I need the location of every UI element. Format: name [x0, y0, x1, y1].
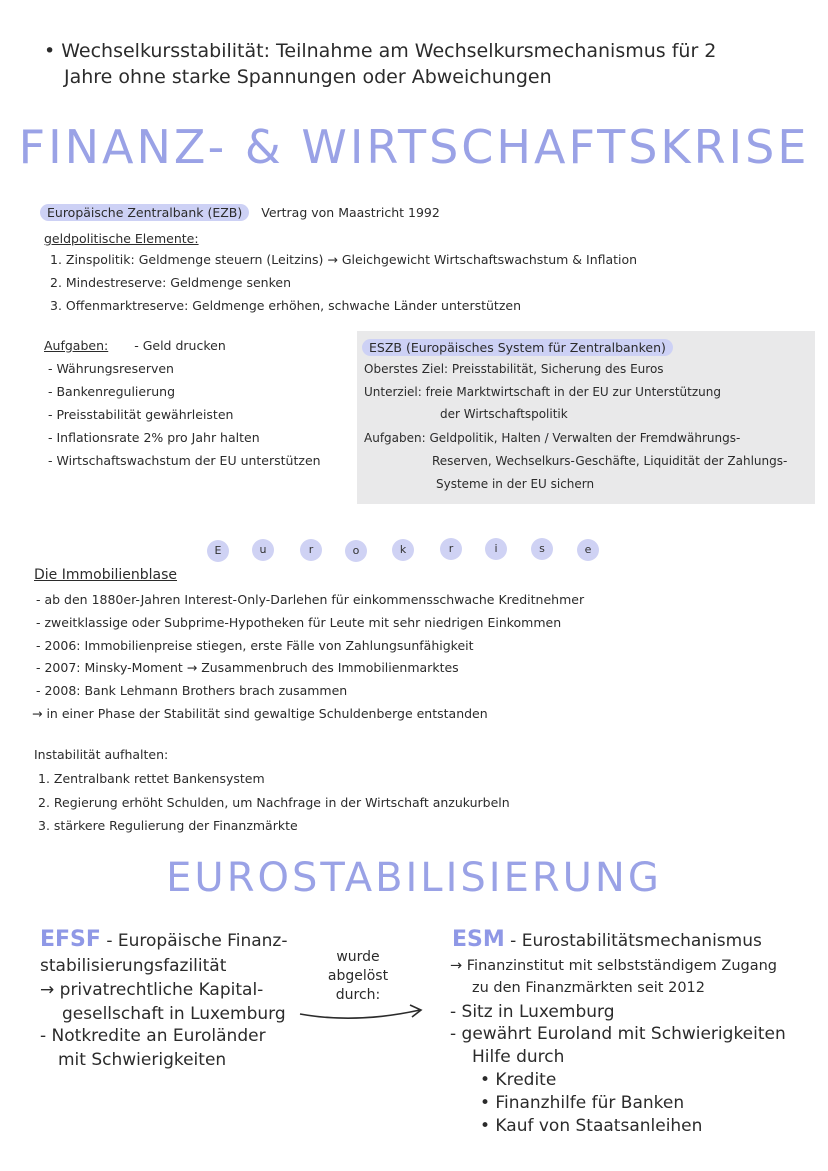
efsf-line: - Europäische Finanz-: [106, 931, 288, 951]
eurokrise-letter: r: [300, 539, 322, 561]
aufgaben-item: - Wirtschaftswachstum der EU unterstützen: [48, 453, 321, 468]
esm-line: → Finanzinstitut mit selbstständigem Zugang: [450, 958, 778, 974]
esm-line: - Sitz in Luxemburg: [450, 1002, 615, 1022]
eurokrise-letter: k: [392, 539, 414, 561]
efsf-line: mit Schwierigkeiten: [58, 1050, 227, 1070]
aufgaben-item: - Inflationsrate 2% pro Jahr halten: [48, 430, 260, 445]
ezb-label: Europäische Zentralbank (EZB): [40, 204, 249, 221]
eszb-line: der Wirtschaftspolitik: [440, 407, 568, 421]
esm-line: zu den Finanzmärkten seit 2012: [472, 980, 705, 996]
intro-line-1: • Wechselkursstabilität: Teilnahme am Wechselkursmechanismus für 2: [44, 40, 717, 62]
arrow-text: durch:: [335, 987, 381, 1003]
eszb-line: Systeme in der EU sichern: [436, 477, 595, 491]
efsf-line: → privatrechtliche Kapital-: [40, 980, 264, 1000]
aufgaben-item: - Währungsreserven: [48, 361, 174, 376]
intro-line-2: Jahre ohne starke Spannungen oder Abweichungen: [64, 66, 552, 88]
eszb-label: ESZB (Europäisches System für Zentralbanken): [362, 339, 673, 356]
esm-line: • Kauf von Staatsanleihen: [480, 1116, 703, 1136]
ezb-vertrag: Vertrag von Maastricht 1992: [261, 205, 440, 220]
immobilien-heading: Die Immobilienblase: [34, 567, 178, 583]
eurokrise-letter: o: [345, 540, 367, 562]
aufgaben-heading: Aufgaben:: [44, 338, 109, 353]
arrow-right-icon: [296, 1000, 428, 1026]
efsf-line: - Notkredite an Euroländer: [40, 1026, 266, 1046]
instabilitaet-item: 3. stärkere Regulierung der Finanzmärkte: [38, 818, 298, 833]
page-title-eurostabilisierung: EUROSTABILISIERUNG: [166, 855, 662, 901]
aufgaben-item: - Geld drucken: [134, 338, 226, 353]
elemente-item: 2. Mindestreserve: Geldmenge senken: [50, 275, 291, 290]
eszb-line: Unterziel: freie Marktwirtschaft in der EU zur Unterstützung: [364, 385, 721, 399]
immobilien-item: - ab den 1880er-Jahren Interest-Only-Darlehen für einkommensschwache Kreditnehmer: [36, 592, 585, 607]
aufgaben-item: - Preisstabilität gewährleisten: [48, 407, 234, 422]
arrow-text: wurde: [336, 949, 380, 965]
immobilien-item: - 2007: Minsky-Moment → Zusammenbruch des Immobilienmarktes: [36, 660, 459, 675]
eszb-line: Oberstes Ziel: Preisstabilität, Sicherung des Euros: [364, 362, 664, 376]
eszb-line: Reserven, Wechselkurs-Geschäfte, Liquidität der Zahlungs-: [432, 454, 788, 468]
eurokrise-letter: e: [577, 539, 599, 561]
eurokrise-letter: r: [440, 538, 462, 560]
elemente-item: 1. Zinspolitik: Geldmenge steuern (Leitzins) → Gleichgewicht Wirtschaftswachstum & Inflation: [50, 252, 638, 267]
esm-line: Hilfe durch: [472, 1047, 565, 1067]
efsf-line: stabilisierungsfazilität: [40, 956, 227, 976]
esm-line: • Kredite: [480, 1070, 557, 1090]
eurokrise-letter: i: [485, 538, 507, 560]
esm-line: • Finanzhilfe für Banken: [480, 1093, 685, 1113]
eurokrise-letter: u: [252, 539, 274, 561]
immobilien-item: - 2006: Immobilienpreise stiegen, erste Fälle von Zahlungsunfähigkeit: [36, 638, 474, 653]
elemente-heading: geldpolitische Elemente:: [44, 231, 199, 246]
immobilien-item: → in einer Phase der Stabilität sind gewaltige Schuldenberge entstanden: [32, 706, 488, 721]
eurokrise-letter: s: [531, 538, 553, 560]
esm-line: - Eurostabilitätsmechanismus: [510, 931, 762, 951]
instabilitaet-heading: Instabilität aufhalten:: [34, 747, 169, 762]
immobilien-item: - zweitklassige oder Subprime-Hypotheken für Leute mit sehr niedrigen Einkommen: [36, 615, 562, 630]
arrow-text: abgelöst: [327, 968, 389, 984]
page-title-finanzkrise: FINANZ- & WIRTSCHAFTSKRISE: [18, 120, 810, 174]
esm-line: - gewährt Euroland mit Schwierigkeiten: [450, 1024, 786, 1044]
efsf-abbr: EFSF: [40, 927, 101, 952]
aufgaben-item: - Bankenregulierung: [48, 384, 176, 399]
eurokrise-letter: E: [207, 540, 229, 562]
efsf-line: gesellschaft in Luxemburg: [62, 1004, 286, 1024]
elemente-item: 3. Offenmarktreserve: Geldmenge erhöhen, schwache Länder unterstützen: [50, 298, 522, 313]
instabilitaet-item: 2. Regierung erhöht Schulden, um Nachfrage in der Wirtschaft anzukurbeln: [38, 795, 510, 810]
eszb-line: Aufgaben: Geldpolitik, Halten / Verwalten der Fremdwährungs-: [364, 431, 741, 445]
esm-abbr: ESM: [452, 927, 505, 952]
immobilien-item: - 2008: Bank Lehmann Brothers brach zusammen: [36, 683, 348, 698]
instabilitaet-item: 1. Zentralbank rettet Bankensystem: [38, 771, 265, 786]
